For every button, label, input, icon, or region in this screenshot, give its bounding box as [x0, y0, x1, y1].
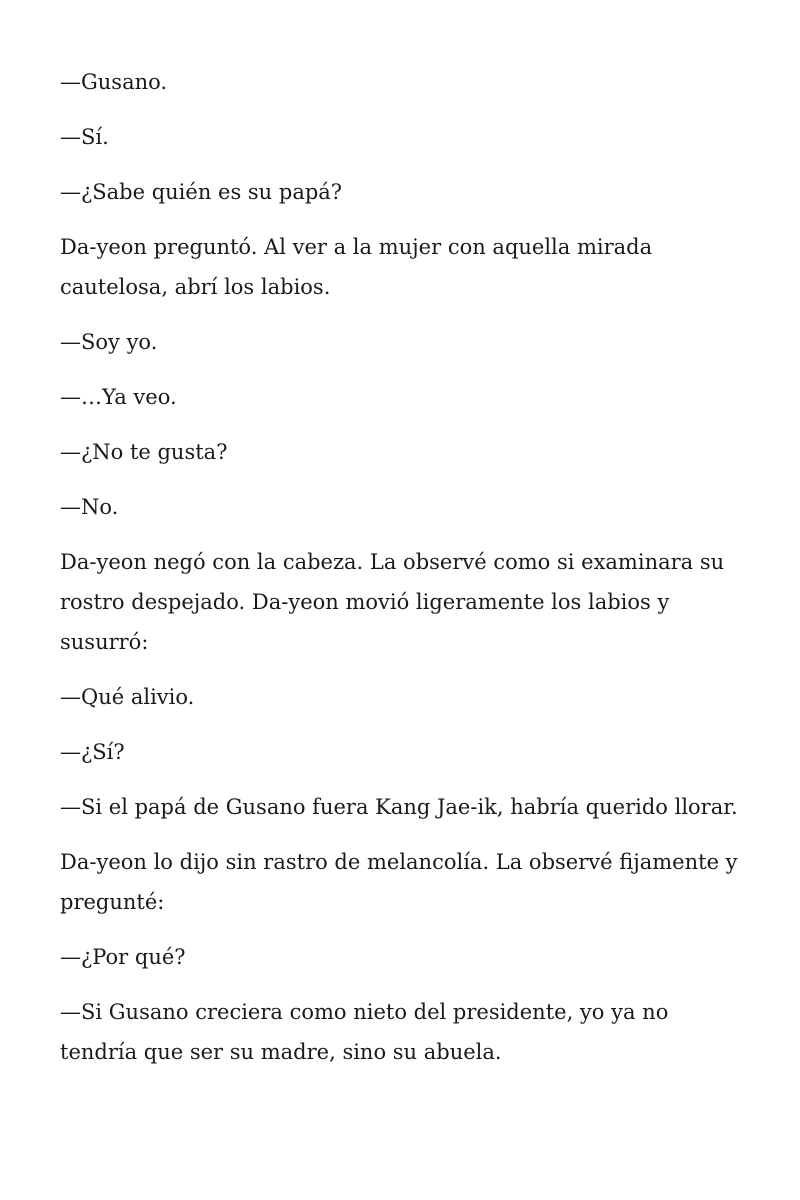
paragraph: Da-yeon preguntó. Al ver a la mujer con aquella mirada cautelosa, abrí los labios. [60, 235, 653, 299]
paragraph: —¿Sabe quién es su papá? [60, 180, 343, 204]
paragraph: Da-yeon lo dijo sin rastro de melancolía. La observé fijamente y pregunté: [60, 850, 738, 914]
paragraph: —¿Sí? [60, 740, 125, 764]
paragraph: —Si Gusano creciera como nieto del presidente, yo ya no tendría que ser su madre, sino su abuela. [60, 1000, 669, 1064]
paragraph: —Gusano. [60, 70, 168, 94]
paragraph: —No. [60, 495, 119, 519]
paragraph: Da-yeon negó con la cabeza. La observé como si examinara su rostro despejado. Da-yeon movió ligeramente los labios y susurró: [60, 550, 725, 654]
paragraph: —Sí. [60, 125, 109, 149]
paragraph: —Soy yo. [60, 330, 158, 354]
paragraph: —Qué alivio. [60, 685, 195, 709]
paragraph: —Si el papá de Gusano fuera Kang Jae-ik, habría querido llorar. [60, 795, 738, 819]
paragraph: —…Ya veo. [60, 385, 177, 409]
book-page [60, 62, 750, 1087]
paragraph: —¿Por qué? [60, 945, 186, 969]
paragraph: —¿No te gusta? [60, 440, 228, 464]
